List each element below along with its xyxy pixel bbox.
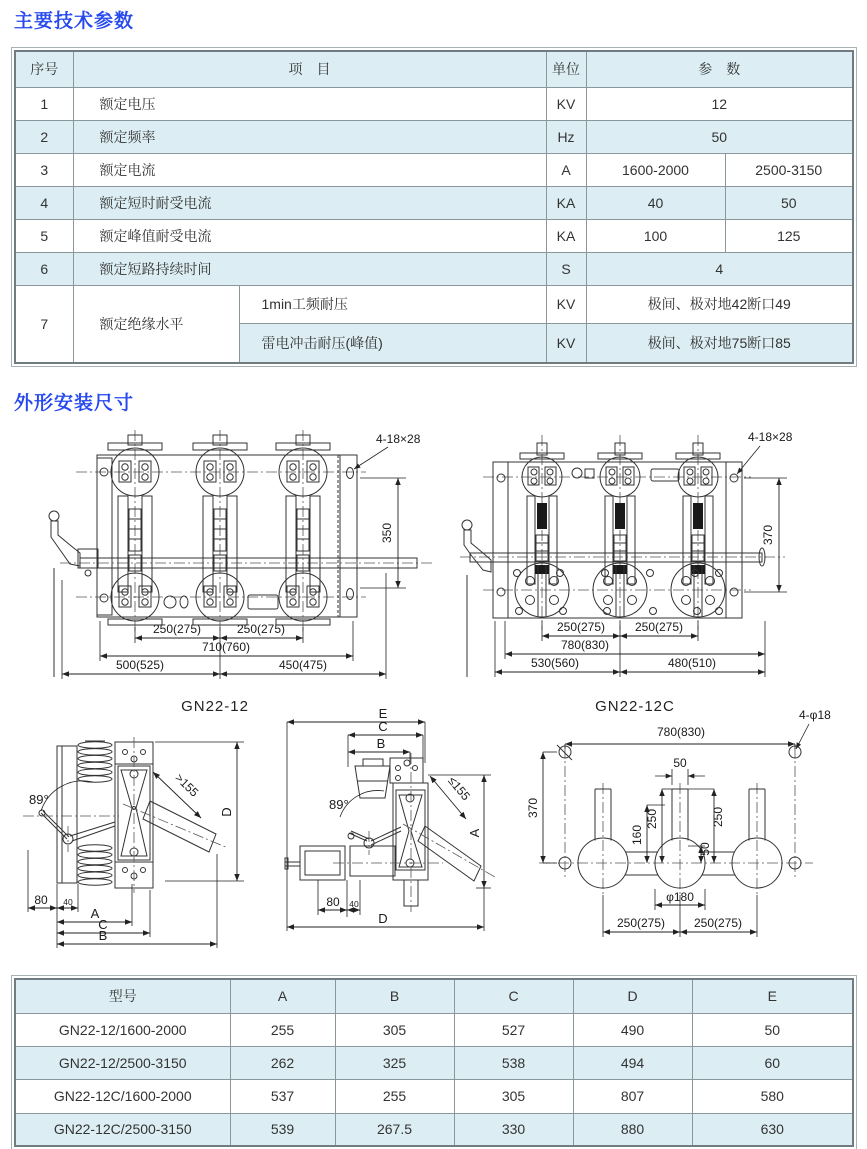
cell-item: 额定短时耐受电流 <box>73 186 546 219</box>
cell-B: 267.5 <box>335 1113 454 1146</box>
col-header-unit: 单位 <box>546 51 586 87</box>
dim-label-total: 710(760) <box>201 640 251 654</box>
cell-no: 7 <box>15 285 73 363</box>
cell-model: GN22-12C/2500-3150 <box>15 1113 230 1146</box>
cell-value: 40 <box>586 186 725 219</box>
parameters-table <box>14 50 854 364</box>
dim-label-pitch2: 250(275) <box>236 622 286 636</box>
col-header-A: A <box>230 979 335 1013</box>
cell-no: 2 <box>15 120 73 153</box>
dim-label-D: D <box>378 911 388 926</box>
dim-label-dia180: φ180 <box>666 890 694 904</box>
cell-value: 极间、极对地75断口85 <box>586 323 853 363</box>
dim-label-pitch1: 250(275) <box>556 620 606 634</box>
cell-item: 额定频率 <box>73 120 546 153</box>
cell-unit: KA <box>546 219 586 252</box>
cell-value: 2500-3150 <box>725 153 853 186</box>
cell-E: 50 <box>692 1013 853 1046</box>
col-header-item: 项 目 <box>73 51 546 87</box>
cell-value: 4 <box>586 252 853 285</box>
cell-no: 4 <box>15 186 73 219</box>
model-row-1 <box>15 1013 853 1046</box>
cell-no: 1 <box>15 87 73 120</box>
cell-C: 330 <box>454 1113 573 1146</box>
model-row-3 <box>15 1079 853 1113</box>
cell-A: 262 <box>230 1046 335 1079</box>
drawing-gn22-12-front-view <box>20 425 470 683</box>
dim-label-hole: 4-18×28 <box>376 432 421 446</box>
dim-label-80: 80 <box>326 895 340 909</box>
dim-label-50-right: 50 <box>698 842 712 856</box>
dim-label-B: B <box>376 736 386 751</box>
cell-value: 100 <box>586 219 725 252</box>
cell-B: 305 <box>335 1013 454 1046</box>
cell-B: 325 <box>335 1046 454 1079</box>
cell-A: 255 <box>230 1013 335 1046</box>
param-row-5 <box>15 219 853 252</box>
centerlines <box>460 435 785 630</box>
cell-no: 6 <box>15 252 73 285</box>
centerlines <box>60 430 432 632</box>
dim-label-40: 40 <box>63 897 73 907</box>
dim-label-pitch2: 250(275) <box>634 620 684 634</box>
cell-item: 额定电压 <box>73 87 546 120</box>
cell-unit: KV <box>546 323 586 363</box>
param-row-2 <box>15 120 853 153</box>
cell-unit: A <box>546 153 586 186</box>
col-header-B: B <box>335 979 454 1013</box>
param-row-6 <box>15 252 853 285</box>
dim-label-A: A <box>467 828 482 838</box>
cell-A: 539 <box>230 1113 335 1146</box>
cell-value: 极间、极对地42断口49 <box>586 285 853 323</box>
cell-unit: S <box>546 252 586 285</box>
dim-label-pitch1: 250(275) <box>616 916 666 930</box>
dim-label-350: 350 <box>380 522 394 544</box>
model-table-wrap <box>14 978 854 1147</box>
cell-D: 490 <box>573 1013 692 1046</box>
dim-label-C: C <box>378 719 388 734</box>
dim-label-angle: 89° <box>329 797 349 812</box>
dimensions <box>287 706 491 931</box>
cell-value: 1600-2000 <box>586 153 725 186</box>
dim-label-right: 480(510) <box>667 656 717 670</box>
cell-item: 额定绝缘水平 <box>73 285 239 363</box>
cell-unit: KV <box>546 285 586 323</box>
dim-label-40: 40 <box>349 899 359 909</box>
dim-label-370: 370 <box>526 797 540 819</box>
dim-label-hole: 4-18×28 <box>748 430 793 444</box>
section-title-parameters: 主要技术参数 <box>14 11 135 32</box>
dim-label-hole: 4-φ18 <box>799 708 831 722</box>
param-row-1 <box>15 87 853 120</box>
cell-unit: KV <box>546 87 586 120</box>
cell-value: 12 <box>586 87 853 120</box>
cell-value: 50 <box>586 120 853 153</box>
dim-label-pitch1: 250(275) <box>152 622 202 636</box>
cell-unit: KA <box>546 186 586 219</box>
dim-label-pitch2: 250(275) <box>693 916 743 930</box>
drawing-gn22-12c-side-view <box>283 705 545 957</box>
col-header-D: D <box>573 979 692 1013</box>
cell-item: 额定短路持续时间 <box>73 252 546 285</box>
cell-item: 额定峰值耐受电流 <box>73 219 546 252</box>
dim-label-250-right: 250 <box>711 806 725 828</box>
cell-C: 527 <box>454 1013 573 1046</box>
dim-label-left: 530(560) <box>530 656 580 670</box>
dim-label-width: 780(830) <box>656 725 706 739</box>
dim-label-C: C <box>98 917 108 932</box>
dim-label-50-top: 50 <box>673 756 687 770</box>
cell-C: 305 <box>454 1079 573 1113</box>
dim-label-370: 370 <box>761 524 775 546</box>
dim-label-total: 780(830) <box>560 638 610 652</box>
switch-body <box>470 443 765 618</box>
cell-model: GN22-12/2500-3150 <box>15 1046 230 1079</box>
dim-label-gap: ≤155 <box>445 773 473 804</box>
dim-label-B: B <box>98 928 108 943</box>
dim-label-gap: >155 <box>172 770 202 800</box>
cell-D: 807 <box>573 1079 692 1113</box>
model-table <box>14 978 854 1147</box>
dimensions <box>526 708 831 937</box>
cell-subitem: 雷电冲击耐压(峰值) <box>239 323 546 363</box>
cell-E: 580 <box>692 1079 853 1113</box>
cell-model: GN22-12C/1600-2000 <box>15 1079 230 1113</box>
cell-value: 50 <box>725 186 853 219</box>
col-header-E: E <box>692 979 853 1013</box>
drawing-mounting-pattern <box>526 705 867 957</box>
cell-C: 538 <box>454 1046 573 1079</box>
cell-unit: Hz <box>546 120 586 153</box>
cell-D: 494 <box>573 1046 692 1079</box>
drawing-gn22-12c-front-view <box>455 425 867 683</box>
dimensions <box>62 432 421 679</box>
dim-label-80: 80 <box>34 893 48 907</box>
dim-label-left: 500(525) <box>115 658 165 672</box>
parameters-table-wrap <box>14 50 854 364</box>
model-header-row <box>15 979 853 1013</box>
param-row-4 <box>15 186 853 219</box>
param-row-3 <box>15 153 853 186</box>
cell-subitem: 1min工频耐压 <box>239 285 546 323</box>
operating-lever <box>49 511 98 677</box>
dim-label-E: E <box>378 706 388 721</box>
col-header-C: C <box>454 979 573 1013</box>
section-title-dimensions: 外形安装尺寸 <box>14 393 135 414</box>
cell-B: 255 <box>335 1079 454 1113</box>
col-header-model: 型号 <box>15 979 230 1013</box>
dim-label-160: 160 <box>630 824 644 846</box>
side-body <box>39 741 216 888</box>
cell-model: GN22-12/1600-2000 <box>15 1013 230 1046</box>
cell-value: 125 <box>725 219 853 252</box>
caption-gn22-12c: GN22-12C <box>595 698 675 715</box>
col-header-value: 参 数 <box>586 51 853 87</box>
model-row-4 <box>15 1113 853 1146</box>
drawings-area <box>0 425 867 978</box>
caption-gn22-12: GN22-12 <box>181 698 249 715</box>
cell-D: 880 <box>573 1113 692 1146</box>
dim-label-right: 450(475) <box>278 658 328 672</box>
dim-label-D: D <box>219 807 234 817</box>
cell-item: 额定电流 <box>73 153 546 186</box>
cell-no: 3 <box>15 153 73 186</box>
drawing-gn22-12-side-view <box>15 712 285 960</box>
param-row-7a <box>15 285 853 323</box>
col-header-no: 序号 <box>15 51 73 87</box>
cell-A: 537 <box>230 1079 335 1113</box>
dim-label-A: A <box>90 906 100 921</box>
switch-body <box>80 435 417 625</box>
operating-lever <box>462 520 491 677</box>
dim-label-250-left: 250 <box>645 808 659 830</box>
model-row-2 <box>15 1046 853 1079</box>
parameters-header-row <box>15 51 853 87</box>
cell-E: 60 <box>692 1046 853 1079</box>
dim-label-angle: 89° <box>29 792 49 807</box>
cell-no: 5 <box>15 219 73 252</box>
cell-E: 630 <box>692 1113 853 1146</box>
